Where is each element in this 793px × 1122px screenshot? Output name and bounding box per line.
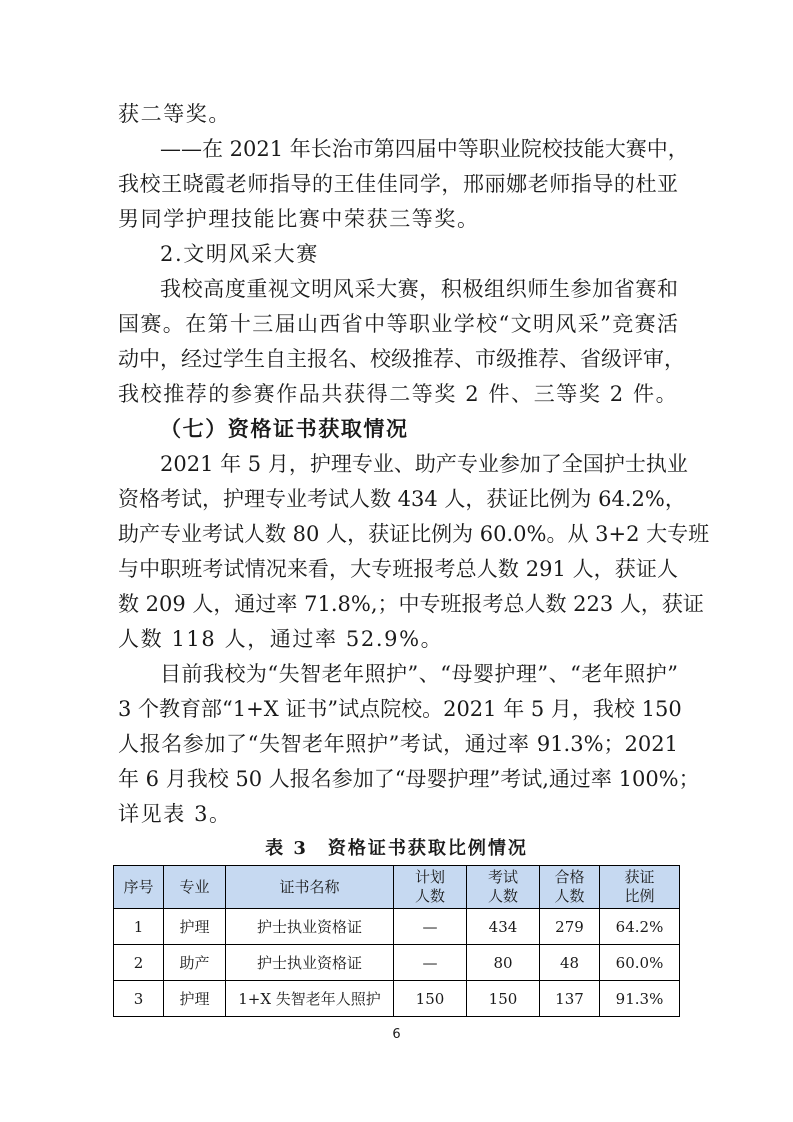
paragraph-line: 与中职班考试情况来看，大专班报考总人数 291 人，获证人 [118, 556, 678, 581]
table-cell: 150 [467, 981, 540, 1017]
table-cell: 64.2% [600, 909, 680, 945]
paragraph-line: 国赛。在第十三届山西省中等职业学校“文明风采”竞赛活 [118, 311, 678, 336]
paragraph-line: 详见表 3。 [118, 801, 232, 826]
table-cell: 助产 [164, 945, 226, 981]
paragraph-line: 年 6 月我校 50 人报名参加了“母婴护理”考试,通过率 100%； [118, 766, 700, 791]
section-heading: 2.文明风采大赛 [160, 241, 319, 266]
paragraph-line: 助产专业考试人数 80 人，获证比例为 60.0%。从 3+2 大专班 [118, 521, 710, 546]
table-row [114, 909, 680, 945]
header-text: 合格 [554, 868, 585, 886]
header-text: 计划 [414, 868, 445, 886]
table-cell: 80 [467, 945, 540, 981]
table-cell: — [394, 909, 467, 945]
header-text: 人数 [554, 887, 585, 905]
header-text: 获证 [624, 868, 655, 886]
header-cell [540, 866, 600, 909]
table-cell: 150 [394, 981, 467, 1017]
table-row [114, 945, 680, 981]
paragraph-line: 人数 118 人，通过率 52.9%。 [118, 626, 444, 651]
table-cell: 护士执业资格证 [226, 945, 394, 981]
header-cell [164, 866, 226, 909]
section-heading: （七）资格证书获取情况 [160, 415, 409, 441]
paragraph-line: 男同学护理技能比赛中荣获三等奖。 [118, 206, 480, 231]
table-cell: 434 [467, 909, 540, 945]
paragraph-line: 我校推荐的参赛作品共获得二等奖 2 件、三等奖 2 件。 [118, 381, 679, 406]
table-header-row [114, 866, 680, 909]
table-cell: 60.0% [600, 945, 680, 981]
paragraph-line: 获二等奖。 [118, 102, 231, 126]
certificate-table [113, 865, 680, 1017]
table-caption: 表 3 资格证书获取比例情况 [265, 838, 528, 859]
header-cell [394, 866, 467, 909]
header-text: 序号 [123, 877, 154, 896]
paragraph-line: 动中，经过学生自主报名、校级推荐、市级推荐、省级评审， [118, 346, 685, 371]
paragraph-line: 2021 年 5 月，护理专业、助产专业参加了全国护士执业 [160, 451, 688, 476]
paragraph-line: 我校王晓霞老师指导的王佳佳同学，邢丽娜老师指导的杜亚 [118, 171, 678, 196]
header-text: 证书名称 [279, 877, 340, 896]
header-text: 考试 [487, 868, 518, 886]
paragraph-line: 3 个教育部“1+X 证书”试点院校。2021 年 5 月，我校 150 [118, 696, 682, 721]
header-text: 比例 [624, 887, 655, 905]
table-row [114, 981, 680, 1017]
table-cell: 护理 [164, 909, 226, 945]
paragraph-line: 目前我校为“失智老年照护”、“母婴护理”、“老年照护” [160, 661, 678, 686]
page-number: 6 [392, 1027, 401, 1042]
table-cell: 护士执业资格证 [226, 909, 394, 945]
paragraph-line: 我校高度重视文明风采大赛，积极组织师生参加省赛和 [160, 276, 678, 301]
table-cell: 3 [114, 981, 164, 1017]
header-cell [467, 866, 540, 909]
header-text: 人数 [414, 887, 445, 905]
paragraph-line: 资格考试，护理专业考试人数 434 人，获证比例为 64.2%， [118, 486, 686, 511]
table-cell: 1 [114, 909, 164, 945]
header-cell [226, 866, 394, 909]
table-cell: — [394, 945, 467, 981]
table-cell: 91.3% [600, 981, 680, 1017]
header-cell [600, 866, 680, 909]
header-text: 专业 [179, 877, 210, 896]
table-cell: 2 [114, 945, 164, 981]
table-cell: 护理 [164, 981, 226, 1017]
table-cell: 279 [540, 909, 600, 945]
header-text: 人数 [487, 887, 518, 905]
table-cell: 137 [540, 981, 600, 1017]
header-cell [114, 866, 164, 909]
paragraph-line: 数 209 人，通过率 71.8%,；中专班报考总人数 223 人，获证 [118, 591, 704, 616]
table-cell: 1+X 失智老年人照护 [226, 981, 394, 1017]
table-cell: 48 [540, 945, 600, 981]
paragraph-line: ——在 2021 年长治市第四届中等职业院校技能大赛中， [160, 136, 689, 161]
paragraph-line: 人报名参加了“失智老年照护”考试，通过率 91.3%；2021 [118, 731, 678, 756]
